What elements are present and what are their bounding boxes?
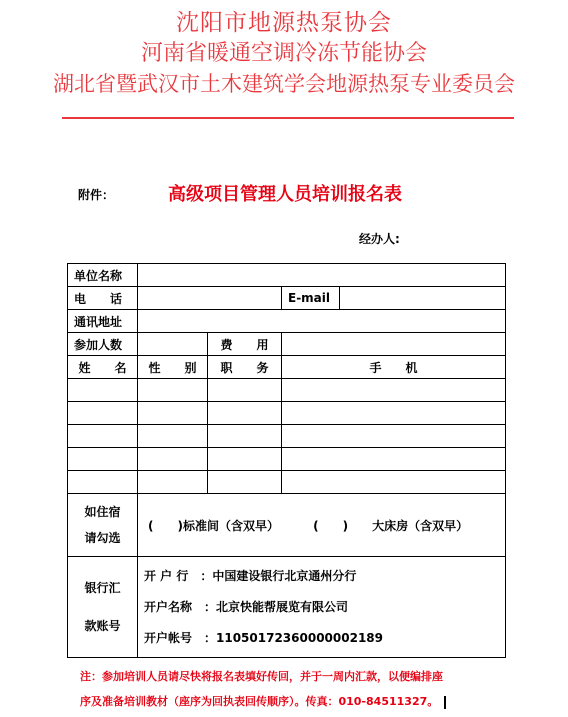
table-row <box>68 379 506 402</box>
table-header-row <box>68 356 506 379</box>
mobile-cell[interactable] <box>282 402 506 425</box>
bank-name-line: 开 户 行 ：中国建设银行北京通州分行 <box>144 568 357 583</box>
header-association-3: 湖北省暨武汉市土木建筑学会地源热泵专业委员会 <box>53 72 515 96</box>
email-label: E-mail <box>282 287 340 310</box>
lodging-label-line-2: 请勾选 <box>84 531 121 545</box>
table-row <box>68 310 506 333</box>
lodging-row <box>68 494 506 557</box>
position-cell[interactable] <box>208 448 282 471</box>
bank-label-line-1: 银行汇 <box>84 581 121 595</box>
bank-label <box>68 557 138 658</box>
position-cell[interactable] <box>208 471 282 494</box>
table-row <box>68 402 506 425</box>
name-cell[interactable] <box>68 448 138 471</box>
header-divider <box>62 117 514 119</box>
name-cell[interactable] <box>68 402 138 425</box>
lodging-standard-room-option[interactable]: ( )标准间（含双早） <box>148 518 279 533</box>
phone-label: 电 话 <box>68 287 138 310</box>
address-label: 通讯地址 <box>68 310 138 333</box>
table-row <box>68 287 506 310</box>
lodging-label-line-1: 如住宿 <box>84 505 121 519</box>
gender-cell[interactable] <box>138 379 208 402</box>
email-field[interactable] <box>340 287 506 310</box>
registration-table <box>67 263 506 658</box>
header-association-1: 沈阳市地源热泵协会 <box>176 10 392 36</box>
mobile-cell[interactable] <box>282 425 506 448</box>
account-name-line: 开户名称 ：北京快能帮展览有限公司 <box>144 599 349 614</box>
lodging-label <box>68 494 138 557</box>
account-number-line: 开户帐号 ：11050172360000002189 <box>144 630 383 645</box>
lodging-options <box>138 494 506 557</box>
col-mobile-header: 手 机 <box>282 356 506 379</box>
form-title: 高级项目管理人员培训报名表 <box>168 184 402 205</box>
name-cell[interactable] <box>68 379 138 402</box>
table-row <box>68 448 506 471</box>
table-row <box>68 264 506 287</box>
text-cursor <box>444 696 446 709</box>
gender-cell[interactable] <box>138 425 208 448</box>
name-cell[interactable] <box>68 471 138 494</box>
name-cell[interactable] <box>68 425 138 448</box>
bank-label-line-2: 款账号 <box>84 619 121 633</box>
header-association-2: 河南省暖通空调冷冻节能协会 <box>140 41 427 66</box>
position-cell[interactable] <box>208 425 282 448</box>
attendees-field[interactable] <box>138 333 208 356</box>
mobile-cell[interactable] <box>282 379 506 402</box>
unit-name-label: 单位名称 <box>68 264 138 287</box>
address-field[interactable] <box>138 310 506 333</box>
bank-details <box>138 557 506 658</box>
gender-cell[interactable] <box>138 448 208 471</box>
mobile-cell[interactable] <box>282 471 506 494</box>
table-row <box>68 425 506 448</box>
unit-name-field[interactable] <box>138 264 506 287</box>
bank-row <box>68 557 506 658</box>
mobile-cell[interactable] <box>282 448 506 471</box>
footer-note-line-2 <box>80 689 520 714</box>
gender-cell[interactable] <box>138 402 208 425</box>
footer-note <box>80 664 520 714</box>
table-row <box>68 471 506 494</box>
position-cell[interactable] <box>208 379 282 402</box>
fee-label: 费 用 <box>208 333 282 356</box>
col-gender-header: 性 别 <box>138 356 208 379</box>
col-name-header: 姓 名 <box>68 356 138 379</box>
footer-note-line-1: 注：参加培训人员请尽快将报名表填好传回，并于一周内汇款，以便编排座 <box>80 670 443 683</box>
fee-field[interactable] <box>282 333 506 356</box>
attendees-label: 参加人数 <box>68 333 138 356</box>
lodging-king-room-option[interactable]: ( ) 大床房（含双早） <box>313 518 469 533</box>
col-position-header: 职 务 <box>208 356 282 379</box>
handler-label: 经办人: <box>359 232 400 246</box>
gender-cell[interactable] <box>138 471 208 494</box>
position-cell[interactable] <box>208 402 282 425</box>
attachment-label: 附件： <box>78 188 115 202</box>
table-row <box>68 333 506 356</box>
footer-note-line-2-text: 序及准备培训教材（座序为回执表回传顺序）。传真：010-84511327。 <box>80 695 439 708</box>
phone-field[interactable] <box>138 287 282 310</box>
